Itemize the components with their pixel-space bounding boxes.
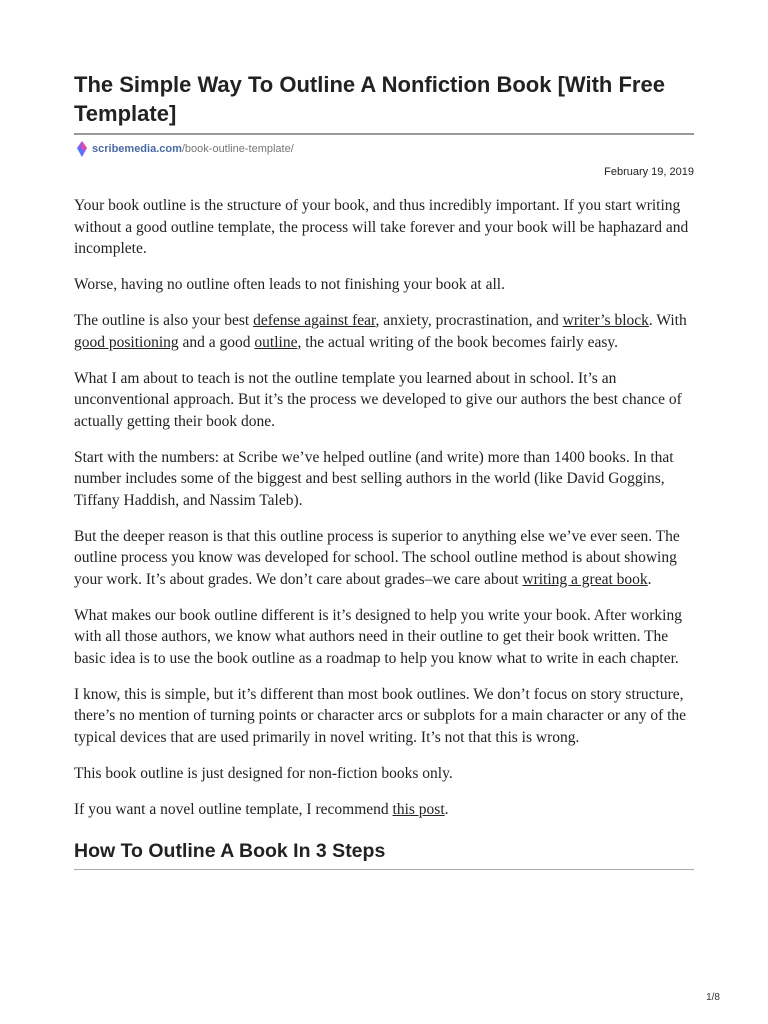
link-outline[interactable]: outline: [254, 333, 298, 351]
paragraph-1: Your book outline is the structure of your book, and thus incredibly important. If you start writing without a good outline template, the process will take forever and your book will be haphazard and incomplete.: [74, 197, 689, 257]
paragraph-6: [74, 526, 694, 591]
text-span: The outline is also your best: [74, 312, 254, 329]
text-span: . With: [648, 312, 687, 329]
section-heading: How To Outline A Book In 3 Steps: [74, 840, 386, 862]
link-writers-block[interactable]: writer’s block: [562, 312, 649, 329]
text-span: If you want a novel outline template, I recommend: [74, 800, 393, 818]
article-title: The Simple Way To Outline A Nonfiction Book [With Free Template]: [74, 72, 665, 126]
paragraph-4: What I am about to teach is not the outline template you learned about in school. It’s an unconventional approach. But it’s the process we developed to give our authors the best chance of actually getting their book done.: [74, 369, 682, 430]
source-path[interactable]: /book-outline-template/: [181, 143, 294, 155]
text-span: .: [647, 570, 652, 588]
source-domain[interactable]: scribemedia.com: [92, 143, 182, 155]
link-defense-against-fear[interactable]: defense against fear: [253, 312, 376, 329]
paragraph-9: This book outline is just designed for non-fiction books only.: [74, 764, 453, 782]
paragraph-10: [74, 799, 694, 821]
link-good-positioning[interactable]: good positioning: [74, 333, 179, 351]
publish-date: February 19, 2019: [604, 166, 694, 178]
link-this-post[interactable]: this post: [392, 800, 445, 818]
text-span: and a good: [178, 333, 255, 351]
paragraph-5: Start with the numbers: at Scribe we’ve helped outline (and write) more than 1400 books. In that number includes some of the biggest and best selling authors in the world (like David Goggins, Tiffany Haddish, and Nassim Taleb).: [74, 448, 674, 509]
section-divider: [74, 869, 694, 870]
scribe-logo-icon: [76, 141, 88, 157]
article-body: [74, 195, 694, 820]
paragraph-2: Worse, having no outline often leads to not finishing your book at all.: [74, 276, 505, 293]
page-number: 1/8: [706, 992, 720, 1003]
link-writing-a-great-book[interactable]: writing a great book: [522, 570, 648, 588]
paragraph-3: [74, 310, 694, 353]
article: [74, 70, 694, 870]
text-span: , the actual writing of the book becomes fairly easy.: [297, 333, 618, 351]
title-divider: [74, 133, 694, 135]
text-span: .: [444, 800, 449, 818]
source-line: [74, 141, 694, 157]
paragraph-7: What makes our book outline different is it’s designed to help you write your book. After working with all those authors, we know what authors need in their outline to get their book written. The basic idea is to use the book outline as a roadmap to help you know what to write in each chapter.: [74, 606, 682, 667]
text-span: , anxiety, procrastination, and: [375, 312, 563, 329]
text-span: But the deeper reason is that this outline process is superior to anything else we’ve ever seen. The outline process you know was developed for school. The school outline method is about showing your work. It’s about grades. We don’t care about grades–we care about: [74, 527, 680, 588]
paragraph-8: I know, this is simple, but it’s different than most book outlines. We don’t focus on story structure, there’s no mention of turning points or character arcs or subplots for a main character or any of the typical devices that are used primarily in novel writing. It’s not that this is wrong.: [74, 685, 687, 746]
